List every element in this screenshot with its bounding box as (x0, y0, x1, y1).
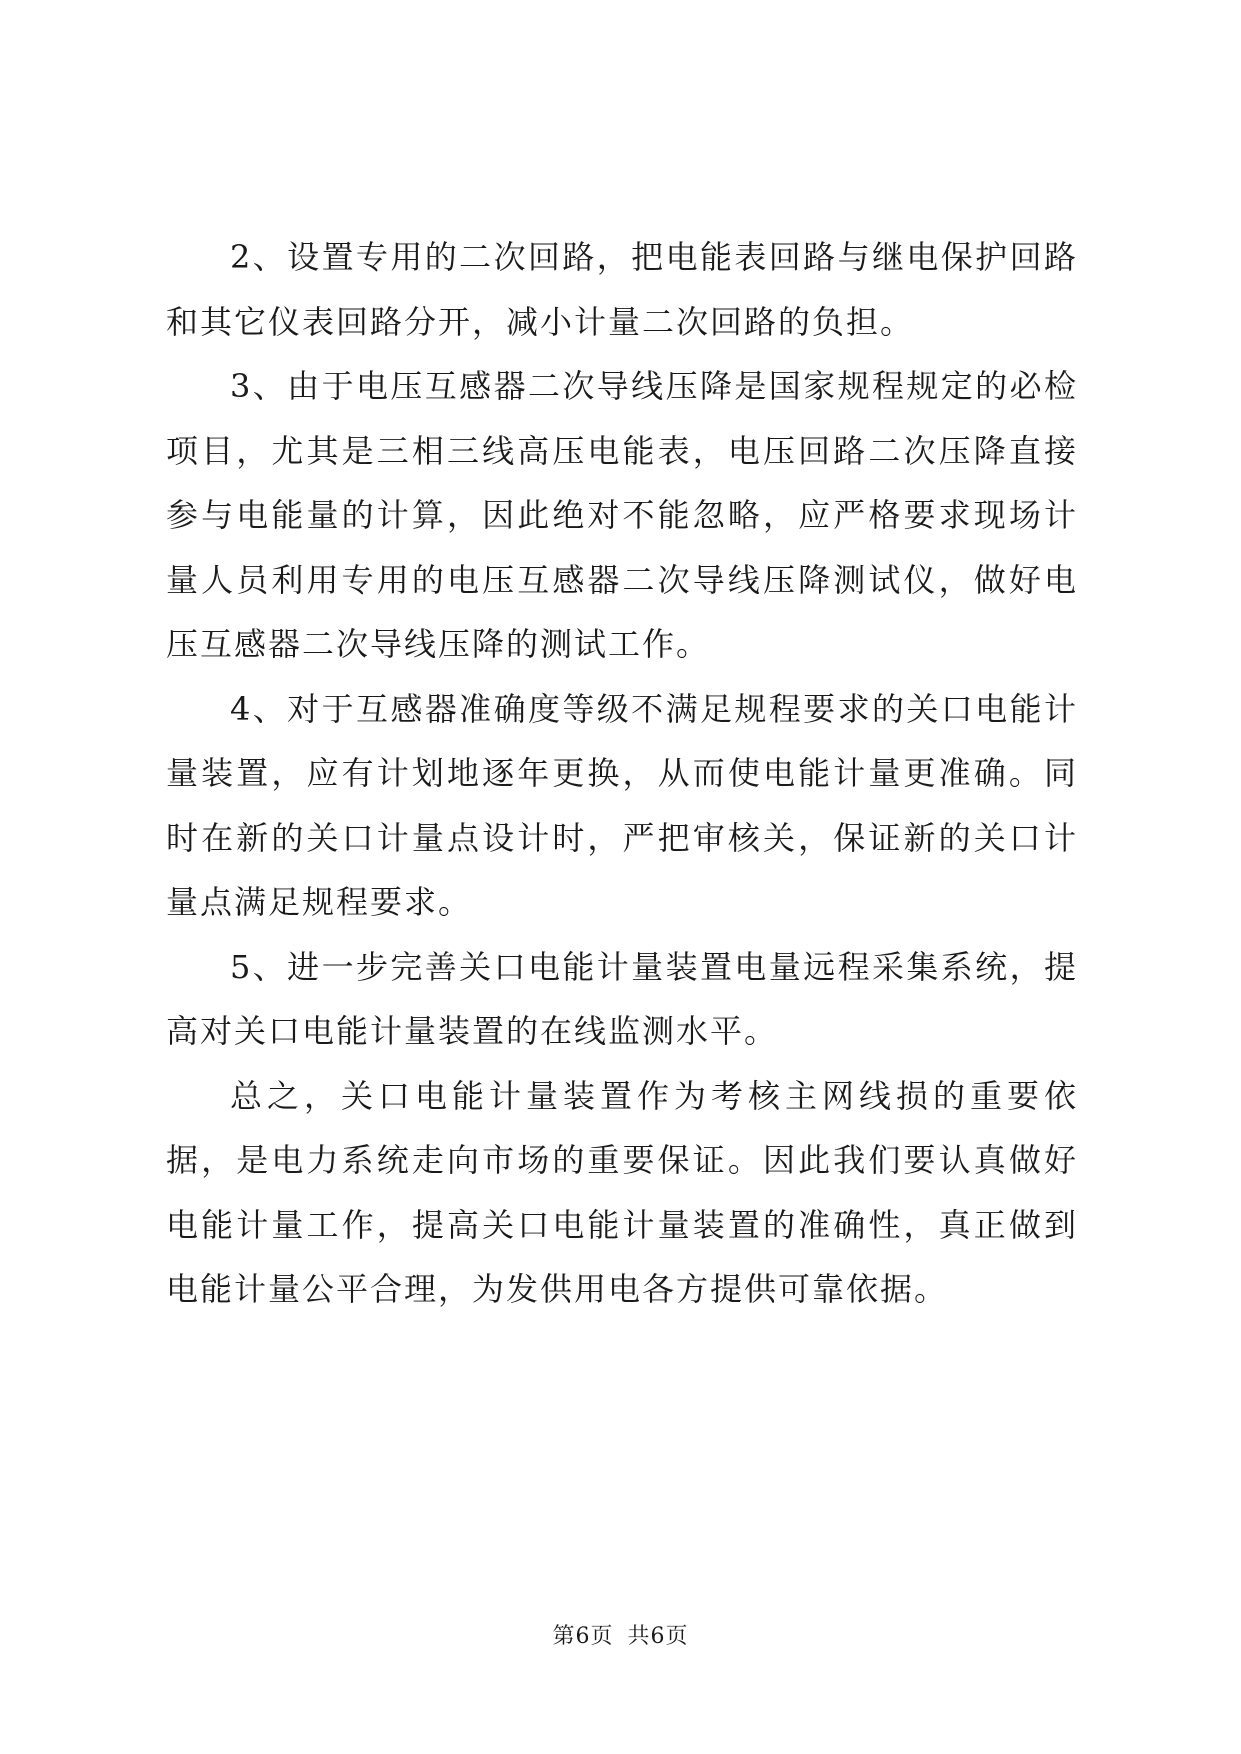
paragraph-conclusion: 总之，关口电能计量装置作为考核主网线损的重要依据，是电力系统走向市场的重要保证。因此我们要认真做好电能计量工作，提高关口电能计量装置的准确性，真正做到电能计量公平合理，为发供用电各方提供可靠依据。 (166, 1076, 1078, 1308)
document-body (166, 225, 1078, 1322)
page-number-current: 第6页 (552, 1624, 614, 1649)
paragraph-item-4: 4、对于互感器准确度等级不满足规程要求的关口电能计量装置，应有计划地逐年更换，从而使电能计量更准确。同时在新的关口计量点设计时，严把审核关，保证新的关口计量点满足规程要求。 (166, 689, 1078, 921)
page-footer (0, 1622, 1241, 1652)
paragraph-item-5: 5、进一步完善关口电能计量装置电量远程采集系统，提高对关口电能计量装置的在线监测水平。 (166, 947, 1078, 1050)
paragraph-item-3: 3、由于电压互感器二次导线压降是国家规程规定的必检项目，尤其是三相三线高压电能表，电压回路二次压降直接参与电能量的计算，因此绝对不能忽略，应严格要求现场计量人员利用专用的电压互感器二次导线压降测试仪，做好电压互感器二次导线压降的测试工作。 (166, 367, 1078, 663)
page-number-total: 共6页 (627, 1624, 689, 1649)
paragraph-item-2: 2、设置专用的二次回路，把电能表回路与继电保护回路和其它仪表回路分开，减小计量二次回路的负担。 (166, 238, 1078, 341)
